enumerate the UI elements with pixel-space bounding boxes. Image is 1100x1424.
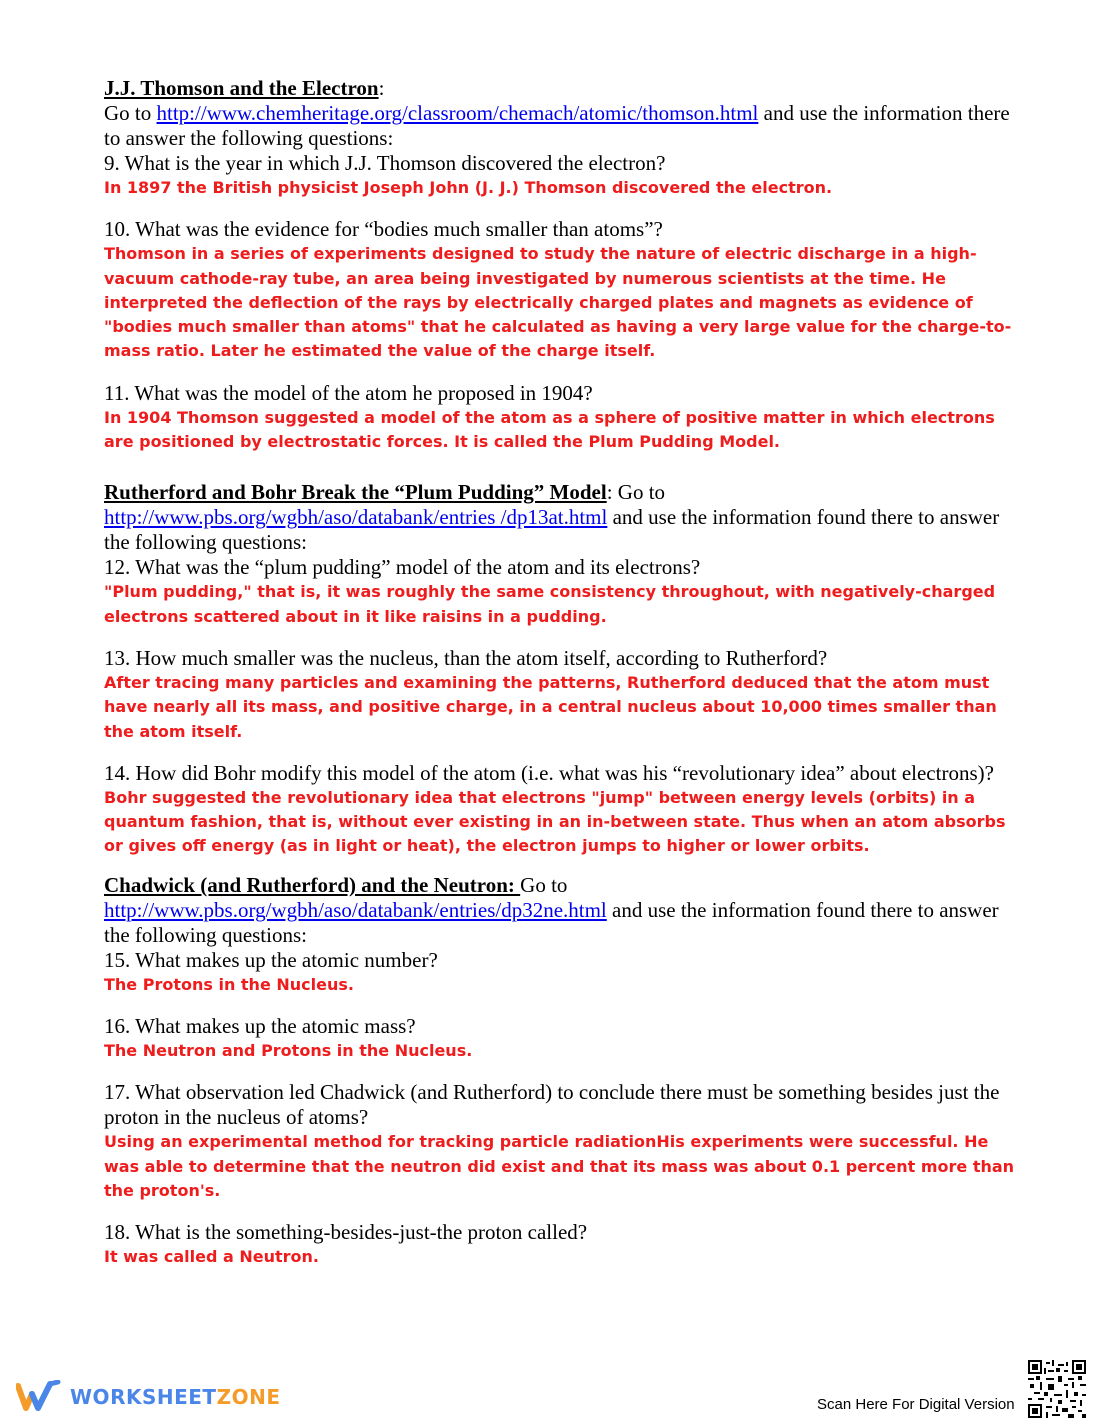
logo-text-part2: ZONE — [216, 1385, 281, 1409]
answer-9: In 1897 the British physicist Joseph John (J. J.) Thomson discovered the electron. — [104, 178, 833, 197]
chadwick-link[interactable]: http://www.pbs.org/wgbh/aso/databank/entries/dp32ne.html — [104, 897, 607, 922]
answer-18: It was called a Neutron. — [104, 1247, 319, 1267]
question-17: 17. What observation led Chadwick (and Rutherford) to conclude there must be something besides just the proton in the nucleus of atoms? — [104, 1080, 1000, 1130]
question-14: 14. How did Bohr modify this model of the atom (i.e. what was his “revolutionary idea” about electrons)? — [104, 760, 994, 785]
question-12: 12. What was the “plum pudding” model of the atom and its electrons? — [104, 555, 701, 580]
question-13: 13. How much smaller was the nucleus, than the atom itself, according to Rutherford? — [104, 645, 828, 670]
answer-12: "Plum pudding," that is, it was roughly the same consistency throughout, with negatively-charged electrons scattered about in it like raisins in a pudding. — [104, 582, 996, 626]
qr-code-icon[interactable] — [1028, 1360, 1086, 1418]
scan-digital-version-text: Scan Here For Digital Version — [817, 1396, 1015, 1413]
answer-13: After tracing many particles and examining the patterns, Rutherford deduced that the atom must have nearly all its mass, and positive charge, in a central nucleus about 10,000 times smaller than the atom itself. — [104, 672, 997, 741]
logo-text-part1: WORKSHEET — [70, 1385, 217, 1409]
heading-goto: Go to — [520, 872, 568, 897]
worksheet-page — [104, 76, 1019, 1270]
answer-15: The Protons in the Nucleus. — [104, 974, 354, 994]
question-16: 16. What makes up the atomic mass? — [104, 1014, 416, 1039]
answer-11: In 1904 Thomson suggested a model of the atom as a sphere of positive matter in which electrons are positioned by electrostatic forces. It is called the Plum Pudding Model. — [104, 407, 995, 452]
intro-suffix: and use the information found there to answer the following questions: — [104, 505, 1000, 555]
answer-14: Bohr suggested the revolutionary idea that electrons "jump" between energy levels (orbits) in a quantum fashion, that is, without ever existing in an in-between state. Thus when an atom absorbs or gives off energy (as in light or heat), the electron jumps to higher or lower orbits. — [104, 787, 1006, 856]
heading-goto: : Go to — [606, 480, 666, 505]
intro-suffix: and use the information found there to answer the following questions: — [104, 897, 999, 947]
answer-16: The Neutron and Protons in the Nucleus. — [104, 1041, 473, 1061]
intro-prefix: Go to — [104, 101, 157, 125]
section-thomson-intro — [104, 76, 1019, 151]
answer-17: Using an experimental method for tracking particle radiationHis experiments were successful. He was able to determine that the neutron did exist and that its mass was about 0.1 percent more than the proton's. — [104, 1132, 1015, 1200]
worksheetzone-logo[interactable] — [16, 1380, 280, 1414]
section-heading-rutherford: Rutherford and Bohr Break the “Plum Pudding” Model — [104, 480, 607, 505]
answer-10: Thomson in a series of experiments designed to study the nature of electric discharge in a high-vacuum cathode-ray tube, an area being investigated by numerous scientists at the time. He interpreted the deflection of the rays by electrically charged plates and magnets as evidence of "bodies much smaller than atoms" that he calculated as having a very large value for the charge-to-mass ratio. Later he estimated the value of the charge itself. — [104, 244, 1012, 361]
section-heading-chadwick: Chadwick (and Rutherford) and the Neutron: — [104, 872, 521, 897]
section-heading-thomson: J.J. Thomson and the Electron — [104, 76, 379, 100]
question-9: 9. What is the year in which J.J. Thomson discovered the electron? — [104, 151, 666, 175]
question-10: 10. What was the evidence for “bodies much smaller than atoms”? — [104, 217, 663, 242]
intro-suffix: and use the information there to answer the following questions: — [104, 101, 1010, 150]
section-chadwick-intro — [104, 873, 1019, 948]
question-18: 18. What is the something-besides-just-the proton called? — [104, 1220, 588, 1245]
question-15: 15. What makes up the atomic number? — [104, 947, 438, 972]
section-rutherford-intro — [104, 480, 1019, 555]
thomson-link[interactable]: http://www.chemheritage.org/classroom/chemach/atomic/thomson.html — [156, 101, 759, 125]
worksheetzone-logo-icon — [16, 1380, 62, 1414]
worksheetzone-logo-text — [70, 1385, 280, 1409]
rutherford-link[interactable]: http://www.pbs.org/wgbh/aso/databank/entries /dp13at.html — [104, 505, 608, 530]
question-11: 11. What was the model of the atom he proposed in 1904? — [104, 380, 593, 405]
heading-colon: : — [378, 76, 385, 100]
